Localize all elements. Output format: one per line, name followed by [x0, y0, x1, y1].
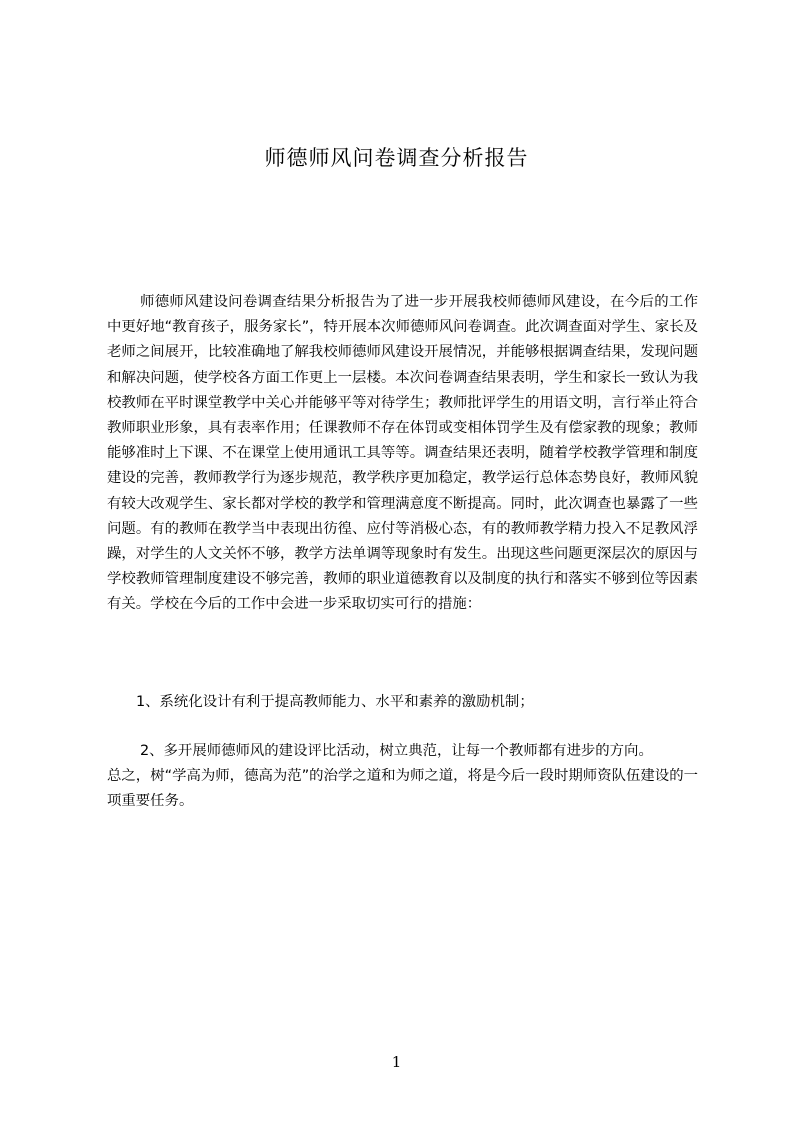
page-number: 1: [391, 1053, 402, 1071]
document-title: 师德师风问卷调查分析报告: [264, 146, 529, 170]
measure-item-2: 2、多开展师德师风的建设评比活动，树立典范，让每一个教师都有进步的方向。: [140, 743, 653, 759]
measure-item-2-block: [107, 739, 698, 815]
conclusion-paragraph: 总之，树“学高为师，德高为范”的治学之道和为师之道，将是今后一段时期师资队伍建设的一项重要任务。: [107, 768, 698, 810]
body-paragraph: 师德师风建设问卷调查结果分析报告为了进一步开展我校师德师风建设，在今后的工作中更好地“教育孩子，服务家长”，特开展本次师德师风问卷调查。此次调查面对学生、家长及老师之间展开，比较准确地了解我校师德师风建设开展情况，并能够根据调查结果，发现问题和解决问题，使学校各方面工作更上一层楼。本次问卷调查结果表明，学生和家长一致认为我校教师在平时课堂教学中关心并能够平等对待学生；教师批评学生的用语文明，言行举止符合教师职业形象，具有表率作用；任课教师不存在体罚或变相体罚学生及有偿家教的现象；教师能够准时上下课、不在课堂上使用通讯工具等等。调查结果还表明，随着学校教学管理和制度建设的完善，教师教学行为逐步规范，教学秩序更加稳定，教学运行总体态势良好，教师风貌有较大改观学生、家长都对学校的教学和管理满意度不断提高。同时，此次调查也暴露了一些问题。有的教师在教学当中表现出彷徨、应付等消极心态，有的教师教学精力投入不足教风浮躁，对学生的人文关怀不够，教学方法单调等现象时有发生。出现这些问题更深层次的原因与学校教师管理制度建设不够完善，教师的职业道德教育以及制度的执行和落实不够到位等因素有关。学校在今后的工作中会进一步采取切实可行的措施：: [107, 294, 698, 613]
document-body: [107, 290, 698, 618]
measure-item-1: 1、系统化设计有利于提高教师能力、水平和素养的激励机制；: [136, 694, 534, 710]
